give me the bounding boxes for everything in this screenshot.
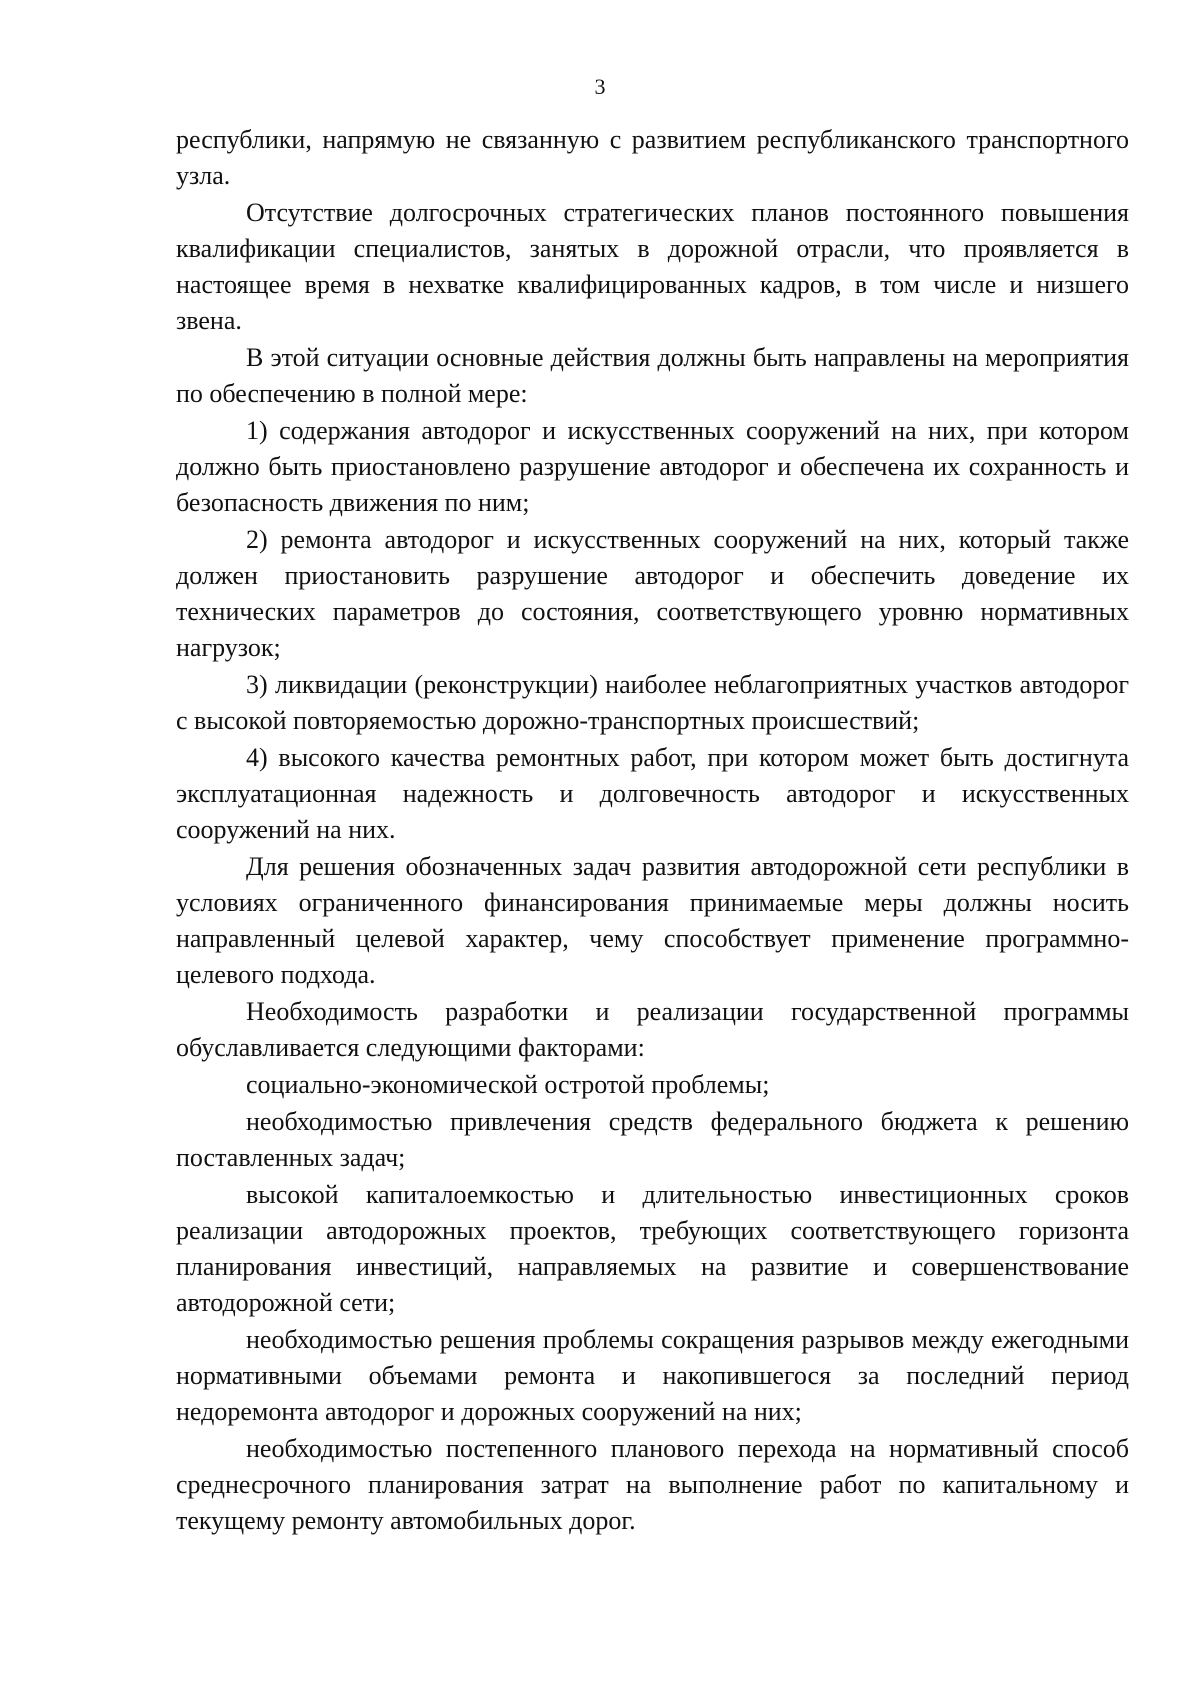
factor-item-federal-budget: необходимостью привлечения средств федерального бюджета к решению поставленных задач; [176, 1107, 1129, 1172]
document-body [176, 122, 1129, 1540]
list-item-repair: 2) ремонта автодорог и искусственных сооружений на них, который также должен приостановить разрушение автодорог и обеспечить доведение их технических параметров до состояния, соответствующего уровню нормативных нагрузок; [176, 525, 1129, 662]
page-number: 3 [594, 74, 606, 99]
factor-item-socioeconomic: социально-экономической остротой проблемы; [246, 1070, 770, 1099]
paragraph-strategic-plans: Отсутствие долгосрочных стратегических планов постоянного повышения квалификации специалистов, занятых в дорожной отрасли, что проявляется в настоящее время в нехватке квалифицированных кадров, в том числе и низшего звена. [176, 198, 1129, 335]
list-item-reconstruction: 3) ликвидации (реконструкции) наиболее неблагоприятных участков автодорог с высокой повторяемостью дорожно-транспортных происшествий; [176, 670, 1129, 735]
paragraph-program-approach: Для решения обозначенных задач развития автодорожной сети республики в условиях ограниченного финансирования принимаемые меры должны носить направленный целевой характер, чему способствует применение программно-целевого подхода. [176, 852, 1129, 989]
paragraph-necessity: Необходимость разработки и реализации государственной программы обуславливается следующими факторами: [176, 997, 1129, 1062]
factor-item-repair-gap: необходимостью решения проблемы сокращения разрывов между ежегодными нормативными объемами ремонта и накопившегося за последний период недоремонта автодорог и дорожных сооружений на них; [176, 1325, 1129, 1426]
paragraph-continuation: республики, напрямую не связанную с развитием республиканского транспортного узла. [176, 125, 1129, 190]
factor-item-planning-transition: необходимостью постепенного планового перехода на нормативный способ среднесрочного планирования затрат на выполнение работ по капитальному и текущему ремонту автомобильных дорог. [176, 1434, 1129, 1535]
list-item-maintenance: 1) содержания автодорог и искусственных сооружений на них, при котором должно быть приостановлено разрушение автодорог и обеспечена их сохранность и безопасность движения по ним; [176, 416, 1129, 517]
list-item-quality: 4) высокого качества ремонтных работ, при котором может быть достигнута эксплуатационная надежность и долговечность автодорог и искусственных сооружений на них. [176, 743, 1129, 844]
paragraph-main-actions: В этой ситуации основные действия должны быть направлены на мероприятия по обеспечению в полной мере: [176, 343, 1129, 408]
factor-item-capital-intensity: высокой капиталоемкостью и длительностью инвестиционных сроков реализации автодорожных проектов, требующих соответствующего горизонта планирования инвестиций, направляемых на развитие и совершенствование автодорожной сети; [176, 1180, 1129, 1317]
